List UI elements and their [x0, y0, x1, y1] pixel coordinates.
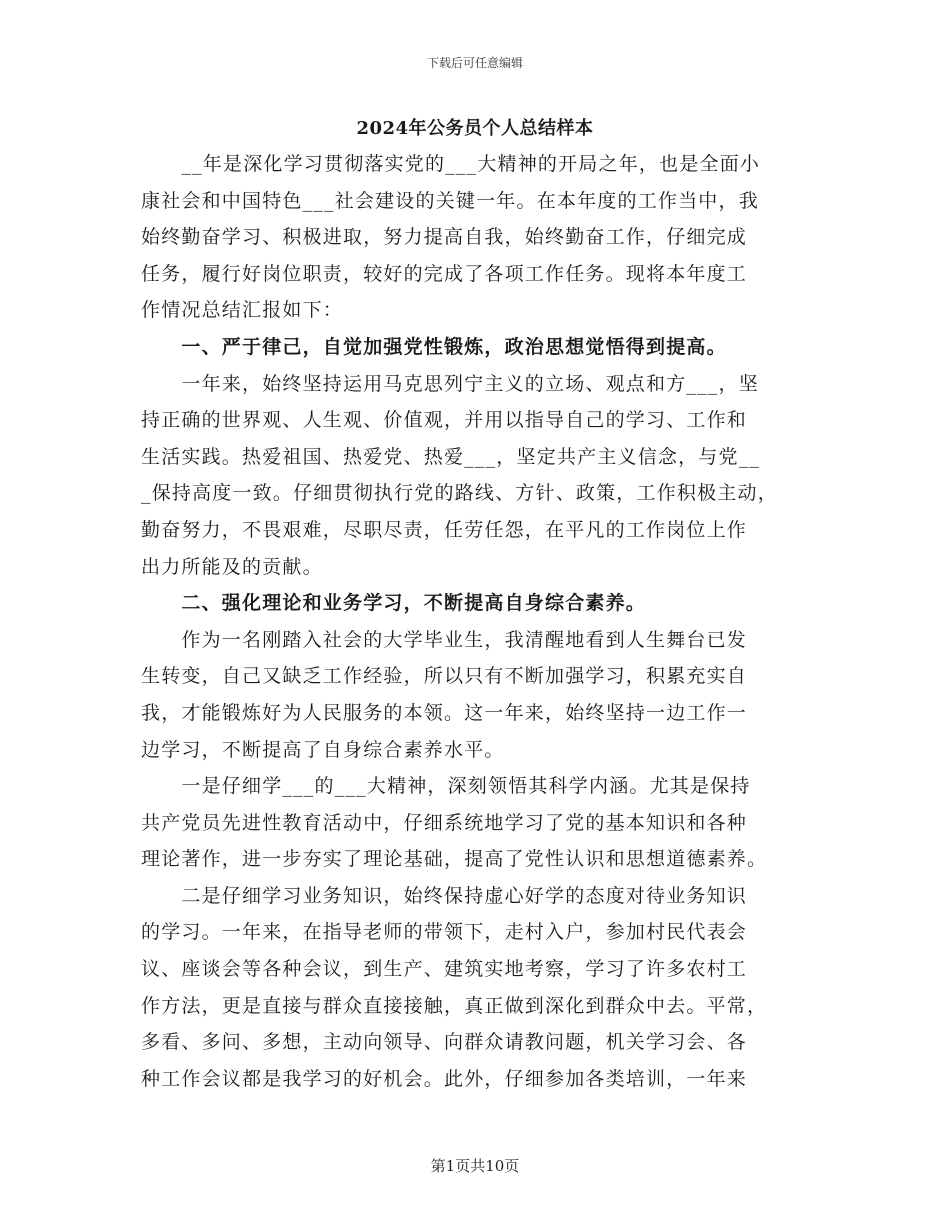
body-line: 勤奋努力，不畏艰难，尽职尽责，任劳任怨，在平凡的工作岗位上作	[141, 518, 748, 541]
body-line: 共产党员先进性教育活动中，仔细系统地学习了党的基本知识和各种	[141, 811, 748, 834]
body-line: 作为一名刚踏入社会的大学毕业生，我清醒地看到人生舞台已发	[141, 628, 748, 651]
body-line: _保持高度一致。仔细贯彻执行党的路线、方针、政策，工作积极主动，	[141, 482, 778, 505]
document-title: 2024年公务员个人总结样本	[356, 118, 594, 139]
body-line: 出力所能及的贡献。	[141, 555, 323, 578]
body-line: 二是仔细学习业务知识，始终保持虚心好学的态度对待业务知识	[141, 884, 748, 907]
body-line: 持正确的世界观、人生观、价值观，并用以指导自己的学习、工作和	[141, 409, 748, 432]
body-line: __年是深化学习贯彻落实党的___大精神的开局之年，也是全面小	[141, 153, 761, 175]
body-line: 生转变，自己又缺乏工作经验，所以只有不断加强学习，积累充实自	[141, 665, 748, 688]
body-line: 多看、多问、多想，主动向领导、向群众请教问题，机关学习会、各	[141, 1031, 748, 1054]
body-line: 议、座谈会等各种会议，到生产、建筑实地考察，学习了许多农村工	[141, 958, 748, 981]
section-heading: 一、严于律己，自觉加强党性锻炼，政治思想觉悟得到提高。	[141, 335, 727, 358]
body-line: 理论著作，进一步夯实了理论基础，提高了党性认识和思想道德素养。	[141, 848, 768, 871]
header-note: 下载后可任意编辑	[426, 56, 523, 70]
body-line: 康社会和中国特色___社会建设的关键一年。在本年度的工作当中，我	[141, 189, 759, 212]
body-line: 作方法，更是直接与群众直接接触，真正做到深化到群众中去。平常，	[141, 994, 768, 1017]
body-line: 的学习。一年来，在指导老师的带领下，走村入户，参加村民代表会	[141, 921, 748, 944]
body-line: 一是仔细学___的___大精神，深刻领悟其科学内涵。尤其是保持	[141, 775, 751, 798]
page-footer: 第1页共10页	[430, 1157, 520, 1175]
body-line: 边学习，不断提高了自身综合素养水平。	[141, 738, 505, 761]
body-line: 一年来，始终坚持运用马克思列宁主义的立场、观点和方___，坚	[141, 372, 759, 395]
body-line: 种工作会议都是我学习的好机会。此外，仔细参加各类培训，一年来	[141, 1067, 748, 1090]
document-body	[141, 146, 813, 1097]
body-line: 任务，履行好岗位职责，较好的完成了各项工作任务。现将本年度工	[141, 262, 748, 285]
section-heading: 二、强化理论和业务学习，不断提高自身综合素养。	[141, 592, 647, 615]
body-line: 始终勤奋学习、积极进取，努力提高自我，始终勤奋工作，仔细完成	[141, 226, 748, 249]
body-line: 作情况总结汇报如下：	[141, 299, 344, 322]
body-line: 我，才能锻炼好为人民服务的本领。这一年来，始终坚持一边工作一	[141, 701, 748, 724]
body-line: 生活实践。热爱祖国、热爱党、热爱___，坚定共产主义信念，与党__	[141, 445, 761, 468]
